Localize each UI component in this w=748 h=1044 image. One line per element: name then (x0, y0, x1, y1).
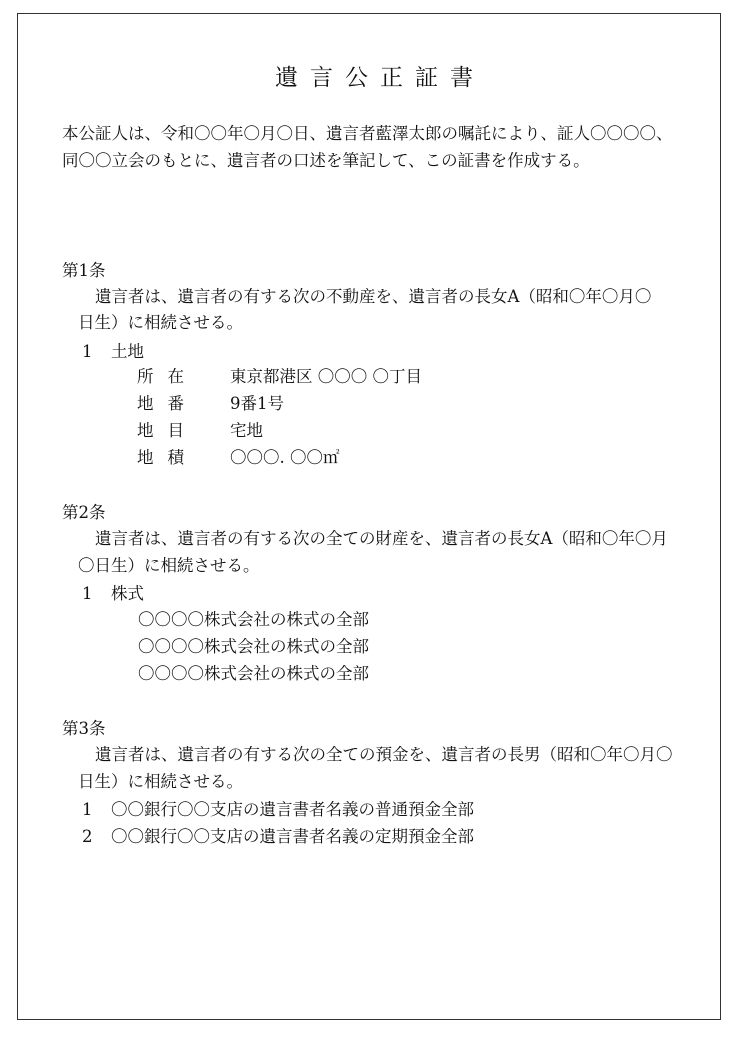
property-value-area: 〇〇〇. 〇〇㎡ (230, 448, 340, 467)
stock-line-2: 〇〇〇〇株式会社の株式の全部 (138, 637, 369, 656)
article-3-body-line-1: 遺言者は、遺言者の有する次の全ての預金を、遺言者の長男（昭和〇年〇月〇 (95, 745, 673, 764)
property-key-land-category: 地目 (137, 421, 198, 440)
article-2-heading: 第2条 (62, 503, 106, 522)
article-1-item-label: 土地 (111, 342, 144, 361)
article-2-body-line-1: 遺言者は、遺言者の有する次の全ての財産を、遺言者の長女A（昭和〇年〇月 (95, 529, 668, 548)
article-3-heading: 第3条 (62, 719, 106, 738)
article-3-body-line-2: 日生）に相続させる。 (78, 772, 243, 791)
property-key-area: 地積 (137, 448, 198, 467)
article-1-heading: 第1条 (62, 261, 106, 280)
property-key-location: 所在 (137, 367, 198, 386)
property-value-location: 東京都港区 〇〇〇 〇丁目 (230, 367, 422, 386)
article-3-item-1-text: 〇〇銀行〇〇支店の遺言書者名義の普通預金全部 (111, 800, 474, 819)
document-title: 遺言公正証書 (275, 65, 485, 91)
article-3-item-2-text: 〇〇銀行〇〇支店の遺言書者名義の定期預金全部 (111, 827, 474, 846)
property-value-land-category: 宅地 (230, 421, 263, 440)
intro-line-1: 本公証人は、令和〇〇年〇月〇日、遺言者藍澤太郎の嘱託により、証人〇〇〇〇、 (62, 124, 673, 143)
article-2-item-number: 1 (82, 584, 93, 603)
property-key-lot-number: 地番 (137, 394, 198, 413)
article-1-body-line-2: 日生）に相続させる。 (78, 313, 243, 332)
intro-line-2: 同〇〇立会のもとに、遺言者の口述を筆記して、この証書を作成する。 (62, 151, 590, 170)
property-value-lot-number: 9番1号 (230, 394, 284, 413)
article-1-item-number: 1 (82, 342, 93, 361)
stock-line-3: 〇〇〇〇株式会社の株式の全部 (138, 664, 369, 683)
article-3-item-2-number: 2 (82, 827, 93, 846)
stock-line-1: 〇〇〇〇株式会社の株式の全部 (138, 610, 369, 629)
article-2-body-line-2: 〇日生）に相続させる。 (78, 556, 260, 575)
article-2-item-label: 株式 (111, 584, 144, 603)
article-1-body-line-1: 遺言者は、遺言者の有する次の不動産を、遺言者の長女A（昭和〇年〇月〇 (95, 287, 652, 306)
article-3-item-1-number: 1 (82, 800, 93, 819)
